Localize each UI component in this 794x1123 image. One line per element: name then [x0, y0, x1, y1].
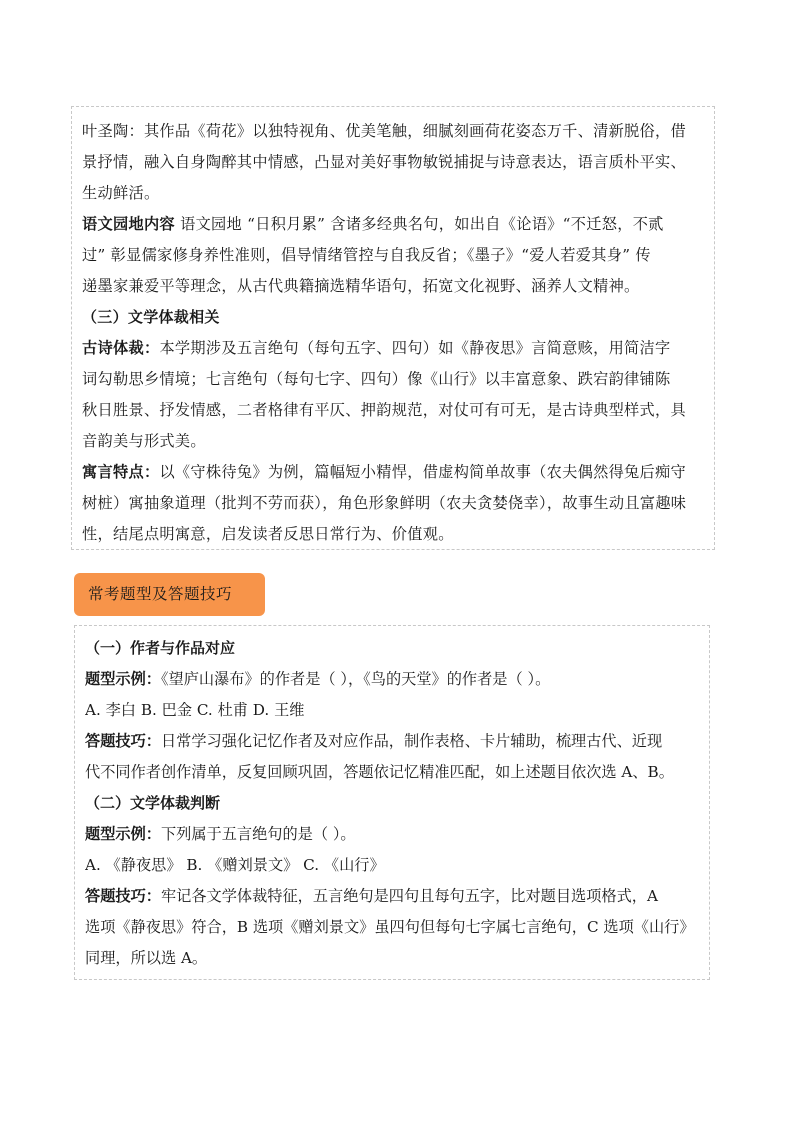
text-line: 音韵美与形式美。 [82, 432, 206, 450]
text-line: 生动鲜活。 [82, 184, 160, 202]
section-tag: 常考题型及答题技巧 [74, 573, 265, 616]
paragraph-text: 日常学习强化记忆作者及对应作品，制作表格、卡片辅助，梳理古代、近现 [160, 732, 663, 750]
paragraph-text: 《望庐山瀑布》的作者是（ ），《鸟的天堂》的作者是（ ）。 [160, 670, 551, 688]
paragraph-text: 下列属于五言绝句的是（ ）。 [160, 825, 356, 843]
paragraph-label: 语文园地内容 [82, 215, 175, 233]
text-line: 景抒情，融入自身陶醉其中情感，凸显对美好事物敏锐捕捉与诗意表达，语言质朴平实、 [82, 153, 687, 171]
paragraph-label: 答题技巧： [85, 887, 161, 905]
text-line: 性，结尾点明寓意，启发读者反思日常行为、价值观。 [82, 525, 454, 543]
text-line: 代不同作者创作清单，反复回顾巩固，答题依记忆精准匹配，如上述题目依次选 A、B。 [85, 763, 674, 781]
paragraph-label: 题型示例： [85, 825, 161, 843]
text-line [82, 333, 704, 364]
text-line: 叶圣陶：其作品《荷花》以独特视角、优美笔触，细腻刻画荷花姿态万千、清新脱俗，借 [82, 122, 687, 140]
paragraph-label: 寓言特点： [82, 463, 160, 481]
knowledge-box [71, 106, 715, 550]
paragraph-text: 以《守株待兔》为例，篇幅短小精悍，借虚构简单故事（农夫偶然得兔后痴守 [159, 463, 687, 481]
section-heading: （一）作者与作品对应 [85, 639, 236, 657]
text-line [85, 664, 697, 695]
text-line: 同理，所以选 A。 [85, 949, 208, 967]
text-line [82, 209, 704, 240]
text-line: 递墨家兼爱平等理念，从古代典籍摘选精华语句，拓宽文化视野、涵养人文精神。 [82, 277, 640, 295]
paragraph-text: 牢记各文学体裁特征，五言绝句是四句且每句五字，比对题目选项格式，A [160, 887, 658, 905]
text-line: 树桩）寓抽象道理（批判不劳而获），角色形象鲜明（农夫贪婪侥幸），故事生动且富趣味 [82, 494, 687, 512]
section-heading: （三）文学体裁相关 [82, 308, 220, 326]
paragraph-text: 语文园地 “日积月累” 含诸多经典名句，如出自《论语》“不迁怒，不贰 [180, 215, 664, 233]
options-line: A. 《静夜思》 B. 《赠刘景文》 C. 《山行》 [85, 856, 385, 874]
paragraph-label: 古诗体裁： [82, 339, 160, 357]
text-line [85, 819, 697, 850]
section-heading: （二）文学体裁判断 [85, 794, 221, 812]
paragraph-text: 本学期涉及五言绝句（每句五字、四句）如《静夜思》言简意赅，用简洁字 [159, 339, 671, 357]
text-line: 秋日胜景、抒发情感，二者格律有平仄、押韵规范，对仗可有可无，是古诗典型样式，具 [82, 401, 687, 419]
text-line: 词勾勒思乡情境；七言绝句（每句七字、四句）像《山行》以丰富意象、跌宕韵律铺陈 [82, 370, 671, 388]
text-line: 选项《静夜思》符合，B 选项《赠刘景文》虽四句但每句七字属七言绝句，C 选项《山行》 [85, 918, 695, 936]
text-line [82, 457, 704, 488]
text-line [85, 726, 697, 757]
question-types-box [74, 625, 710, 980]
options-line: A. 李白 B. 巴金 C. 杜甫 D. 王维 [85, 701, 305, 719]
text-line [85, 881, 697, 912]
paragraph-label: 题型示例： [85, 670, 161, 688]
paragraph-label: 答题技巧： [85, 732, 161, 750]
text-line: 过” 彰显儒家修身养性准则，倡导情绪管控与自我反省；《墨子》“爱人若爱其身” 传 [82, 246, 651, 264]
